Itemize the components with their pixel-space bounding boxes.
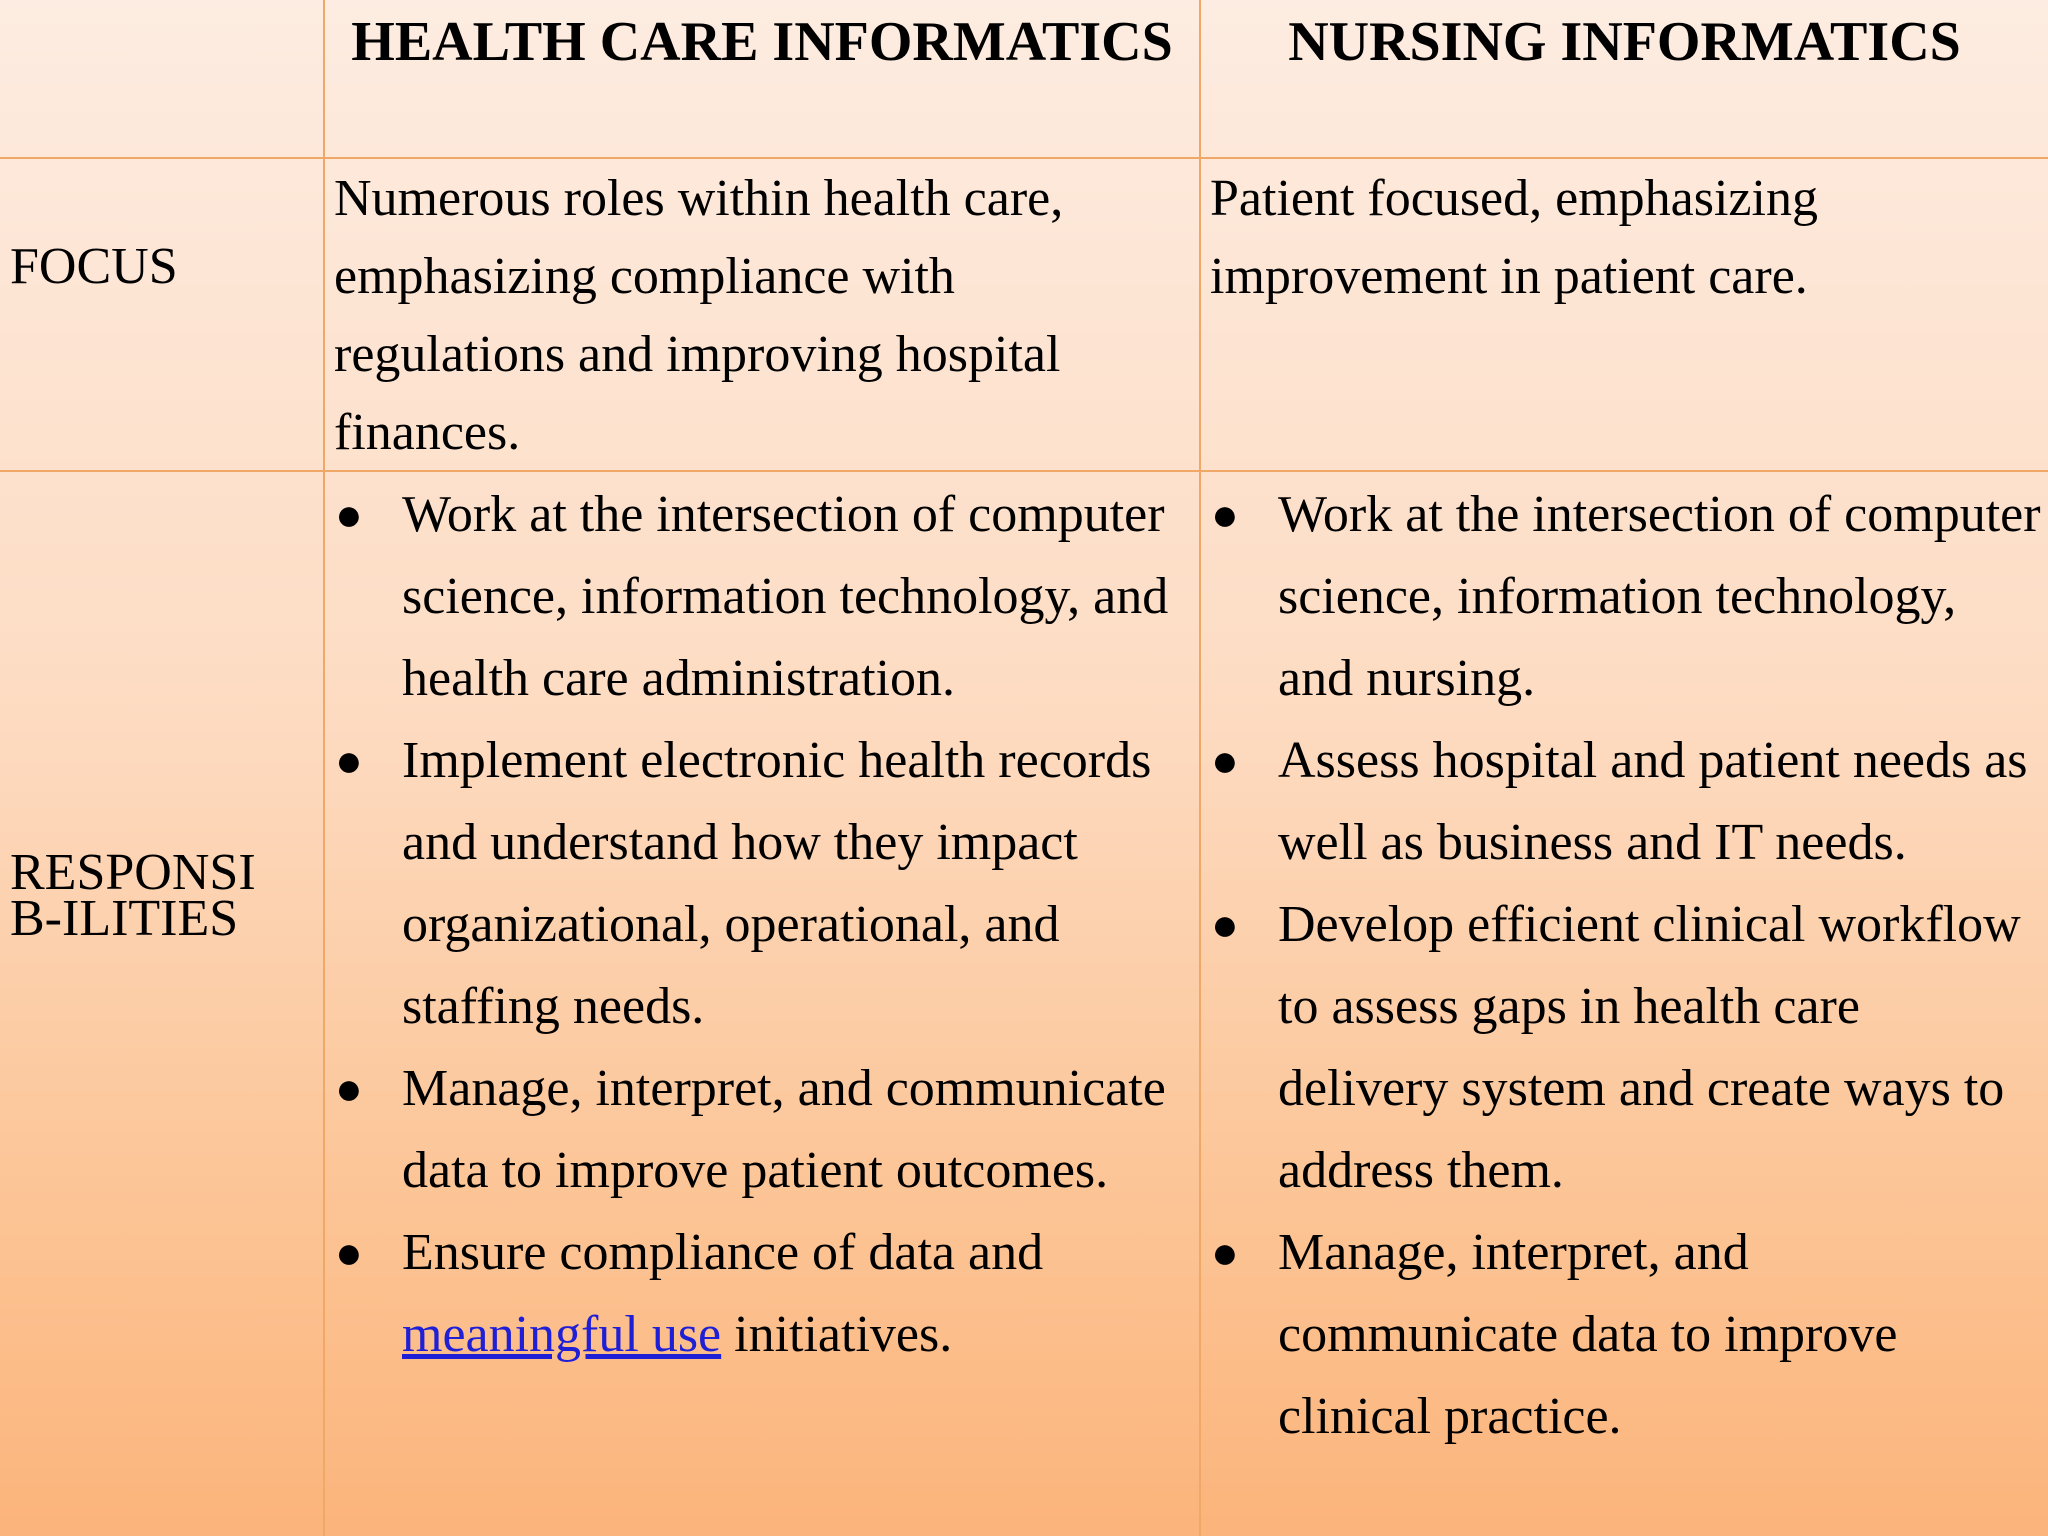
- bullet-icon: ●: [1211, 899, 1239, 950]
- row-label-focus: FOCUS: [10, 238, 178, 295]
- bullet-icon: ●: [1211, 1227, 1239, 1278]
- bullet-list-health-care: [325, 474, 1187, 1376]
- list-item-text: Assess hospital and patient needs as well as business and IT needs.: [1278, 732, 2028, 871]
- meaningful-use-link[interactable]: meaningful use: [402, 1306, 722, 1363]
- focus-nursing: Patient focused, emphasizing improvement in patient care.: [1210, 170, 1818, 305]
- header-health-care-informatics: HEALTH CARE INFORMATICS: [351, 11, 1173, 73]
- list-item: [1201, 474, 2041, 720]
- list-item-text-pre: Ensure compliance of data and: [402, 1224, 1044, 1281]
- list-item-text: Manage, interpret, and communicate data to improve clinical practice.: [1278, 1224, 1898, 1445]
- list-item: [325, 474, 1187, 720]
- list-item: [1201, 884, 2041, 1212]
- list-item-text: Manage, interpret, and communicate data to improve patient outcomes.: [402, 1060, 1166, 1199]
- list-item: [1201, 1212, 2041, 1458]
- list-item-text: Implement electronic health records and understand how they impact organizational, operational, and staffing needs.: [402, 732, 1152, 1035]
- responsibilities-nursing: [1201, 474, 2041, 1458]
- bullet-icon: ●: [335, 489, 363, 540]
- bullet-list-nursing: [1201, 474, 2041, 1458]
- bullet-icon: ●: [1211, 489, 1239, 540]
- row-divider-header: [0, 157, 2048, 159]
- list-item-text-post: initiatives.: [721, 1306, 953, 1363]
- bullet-icon: ●: [335, 1063, 363, 1114]
- bullet-icon: ●: [1211, 735, 1239, 786]
- bullet-icon: ●: [335, 735, 363, 786]
- row-label-responsibilities: [10, 844, 256, 947]
- list-item-text: Work at the intersection of computer science, information technology, and nursing.: [1278, 486, 2041, 707]
- list-item: [1201, 720, 2041, 884]
- list-item: [325, 1048, 1187, 1212]
- focus-health-care: Numerous roles within health care, emphasizing compliance with regulations and improving hospital finances.: [334, 170, 1064, 461]
- list-item-text: Work at the intersection of computer science, information technology, and health care administration.: [402, 486, 1169, 707]
- row-label-line2: B-ILITIES: [10, 890, 239, 947]
- row-label-line1: RESPONSI: [10, 844, 256, 901]
- bullet-icon: ●: [335, 1227, 363, 1278]
- list-item-text: Develop efficient clinical workflow to assess gaps in health care delivery system and create ways to address them.: [1278, 896, 2021, 1199]
- header-nursing-informatics: NURSING INFORMATICS: [1288, 11, 1961, 73]
- list-item: [325, 1212, 1187, 1376]
- list-item: [325, 720, 1187, 1048]
- responsibilities-health-care: [325, 474, 1187, 1376]
